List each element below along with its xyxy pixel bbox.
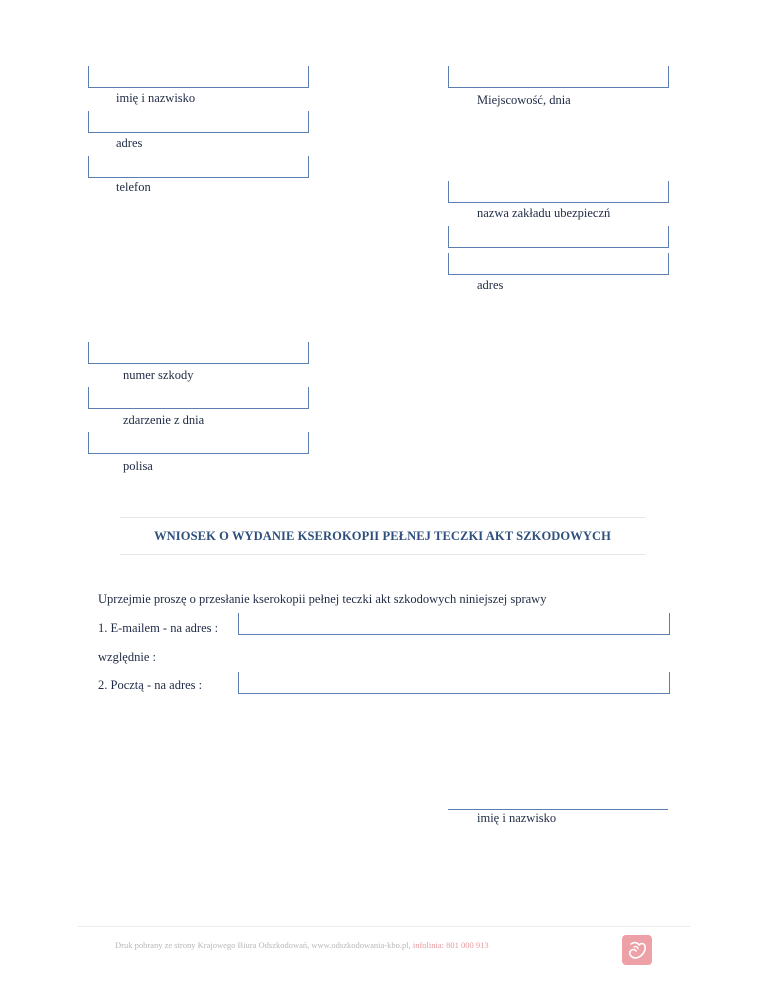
email-address-field[interactable]: [238, 613, 670, 635]
insurer-name-label: nazwa zakładu ubezpieczń: [477, 206, 611, 220]
footer-rule: [78, 926, 690, 927]
footer-infoline: infolinia: 801 000 913: [412, 940, 489, 950]
post-option-label: 2. Pocztą - na adres :: [98, 678, 203, 692]
sender-address-label: adres: [116, 136, 143, 150]
claim-event-date-field[interactable]: [88, 387, 309, 409]
document-title: WNIOSEK O WYDANIE KSEROKOPII PEŁNEJ TECZKI AKT SZKODOWYCH: [154, 529, 611, 543]
footer-text: [115, 940, 489, 950]
sender-phone-label: telefon: [116, 180, 151, 194]
insurer-address-label: adres: [477, 278, 504, 292]
kbo-logo-icon: [622, 935, 652, 965]
title-bottom-rule: [120, 554, 645, 555]
email-option-label: 1. E-mailem - na adres :: [98, 621, 219, 635]
insurer-address-field-2[interactable]: [448, 253, 669, 275]
claim-policy-field[interactable]: [88, 432, 309, 454]
or-label: względnie :: [98, 650, 156, 664]
place-date-field[interactable]: [448, 66, 669, 88]
claim-number-field[interactable]: [88, 342, 309, 364]
sender-address-field[interactable]: [88, 111, 309, 133]
claim-policy-label: polisa: [123, 459, 153, 473]
sender-phone-field[interactable]: [88, 156, 309, 178]
signature-label: imię i nazwisko: [477, 811, 557, 825]
postal-address-field[interactable]: [238, 672, 670, 694]
footer-source: Druk pobrany ze strony Krajowego Biura Odszkodowań, www.odszkodowania-kbo.pl,: [115, 940, 411, 950]
place-date-label: Miejscowość, dnia: [477, 93, 571, 107]
request-intro: Uprzejmie proszę o przesłanie kserokopii pełnej teczki akt szkodowych niniejszej sprawy: [98, 592, 547, 606]
signature-line[interactable]: [448, 809, 668, 810]
sender-name-label: imię i nazwisko: [116, 91, 196, 105]
sender-name-field[interactable]: [88, 66, 309, 88]
insurer-name-field[interactable]: [448, 181, 669, 203]
title-top-rule: [120, 517, 645, 518]
insurer-address-field-1[interactable]: [448, 226, 669, 248]
claim-number-label: numer szkody: [123, 368, 194, 382]
claim-event-date-label: zdarzenie z dnia: [123, 413, 205, 427]
